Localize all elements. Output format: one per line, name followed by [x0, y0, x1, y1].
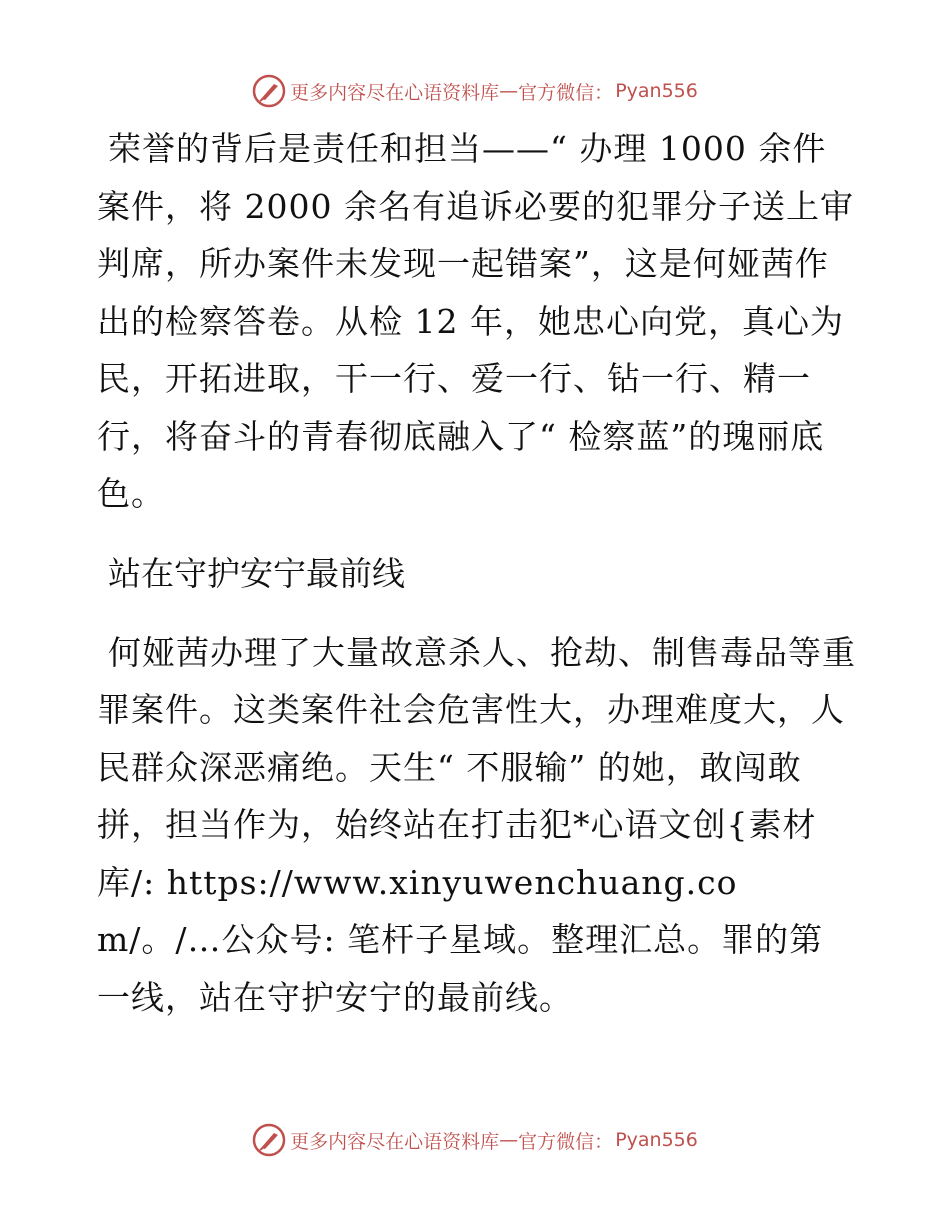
quill-pen-icon: [252, 74, 286, 108]
banner-title: 更多内容尽在心语资料库: [290, 81, 500, 104]
banner-separator: —: [499, 80, 519, 102]
section-heading: 站在守护安宁最前线: [108, 553, 405, 593]
banner-separator: —: [499, 1129, 519, 1151]
header-banner: [0, 71, 950, 111]
banner-sub: 官方微信：: [518, 81, 614, 104]
document-body: [97, 120, 857, 1026]
banner-sub: 官方微信：: [518, 1130, 614, 1153]
footer-banner: [0, 1120, 950, 1160]
banner-wechat-id: Pyan556: [615, 80, 698, 102]
banner-title: 更多内容尽在心语资料库: [290, 1130, 500, 1153]
banner-wechat-id: Pyan556: [615, 1129, 698, 1151]
paragraph-2: 何娅茜办理了大量故意杀人、抢劫、制售毒品等重罪案件。这类案件社会危害性大，办理难度大，人民群众深恶痛绝。天生“ 不服输” 的她，敢闯敢拼，担当作为，始终站在打击犯*心语文创{素材库/: https://www.xinyuwenchuang.com/。/…公众号: 笔杆子星域。整理汇总。罪的第一线，站在守护安宁的最前线。: [97, 632, 856, 1017]
quill-pen-icon: [252, 1123, 286, 1157]
paragraph-1: 荣誉的背后是责任和担当——“ 办理 1000 余件案件，将 2000 余名有追诉必要的犯罪分子送上审判席，所办案件未发现一起错案”，这是何娅茜作出的检察答卷。从检 12 年，她忠心向党，真心为民，开拓进取，干一行、爱一行、钻一行、精一行，将奋斗的青春彻底融入了“ 检察蓝”的瑰丽底色。: [97, 129, 854, 513]
